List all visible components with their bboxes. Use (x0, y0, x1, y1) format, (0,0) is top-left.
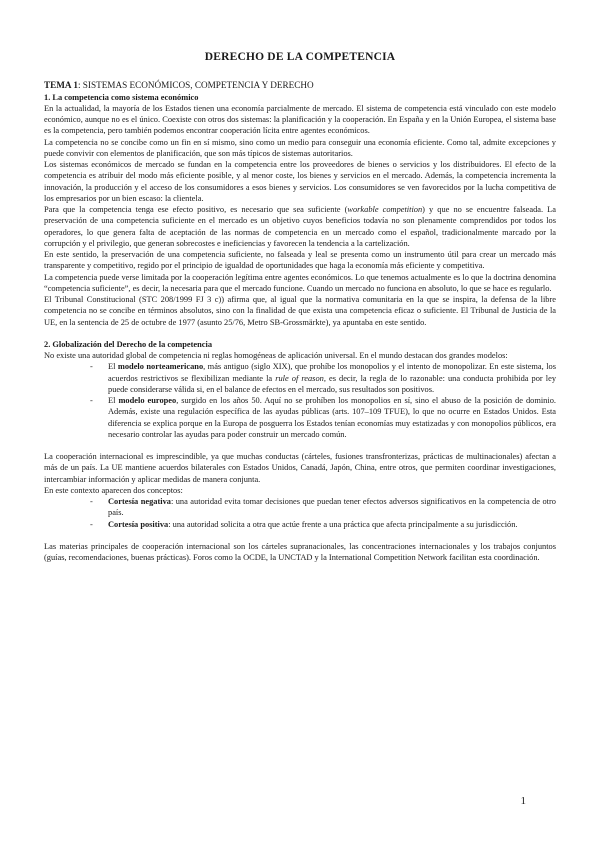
item-bold: modelo norteamericano (117, 362, 204, 372)
item-text: , más antiguo (siglo XIX), que prohíbe los monopolios y el intento de monopolizar. En este sistema, los acuerdos restrictivos se flexibilizan mediante la (108, 362, 556, 383)
paragraph (44, 204, 556, 249)
paragraph: La competencia no se concibe como un fin en sí mismo, sino como un medio para conseguir una economía eficiente. Como tal, admite excepciones y puede convivir con elementos de planificación, que son más típicos de sistemas autoritarios. (44, 137, 556, 158)
list-item (44, 519, 556, 530)
paragraph: Las materias principales de cooperación internacional son los cárteles supranacionales, las concentraciones internacionales y los trabajos conjuntos (guías, recomendaciones, buenas prácticas). Foros como la OCDE, la UNCTAD y la International Competition Network facilitan esta coordinación. (44, 541, 556, 562)
item-bold: Cortesía positiva (108, 519, 169, 529)
concepts-list (44, 496, 556, 530)
list-item (44, 496, 556, 519)
bullet-dash: - (90, 396, 93, 405)
item-emphasis: rule of reason (275, 373, 324, 383)
tema-heading (44, 80, 556, 92)
paragraph-text: Para que la competencia tenga ese efecto positivo, es necesario que sea suficiente ( (44, 205, 348, 214)
item-text: El (108, 362, 118, 372)
item-text: El (108, 396, 119, 405)
item-bold: modelo europeo (118, 396, 177, 405)
paragraph: En la actualidad, la mayoría de los Estados tienen una economía parcialmente de mercado. El sistema de competencia está vinculado con este modelo económico, aunque no es el único. Coexiste con otros dos sistemas: la planificación y la cooperación. En España y en la Unión Europea, el sistema base es la competencia, pero también podemos encontrar cooperación lícita entre agentes económicos. (44, 103, 556, 136)
page-number: 1 (520, 795, 526, 807)
list-item (44, 395, 556, 440)
paragraph: Los sistemas económicos de mercado se fundan en la competencia entre los proveedores de bienes o servicios y los distribuidores. El efecto de la competencia es atribuir del modo más eficiente posible, y al menor coste, los bienes y servicios en el mercado. Además, la competencia incrementa la innovación, la producción y el acceso de los consumidores a esos bienes y servicios. Los consumidores se ven favorecidos por la lucha competitiva de los empresarios por un bien escaso: la clientela. (44, 160, 556, 203)
document-body (44, 80, 556, 563)
paragraph: La cooperación internacional es imprescindible, ya que muchas conductas (cárteles, fusiones transfronterizas, prácticas de multinacionales) afectan a más de un país. La UE mantiene acuerdos bilaterales con Estados Unidos, Canadá, Japón, China, entre otros, que permiten coordinar investigaciones, intercambiar información y aplicar medidas de manera conjunta. (44, 452, 556, 484)
item-text: , surgido en los años 50. Aquí no se prohíben los monopolios en sí, sino el abuso de la posición de dominio. Además, existe una regulación específica de las ayudas públicas (arts. 107–109 TFUE), lo que no ocurre en Estados Unidos. Esta diferencia se explica porque en la Europa de posguerra los Estados tenían economías muy estatizadas y con monopolios públicos, era necesario controlar las ayudas para poder construir un mercado común. (108, 396, 556, 439)
item-bold: Cortesía negativa (108, 497, 171, 506)
paragraph-emphasis: workable competition (347, 205, 423, 214)
item-text: , es decir, la regla de lo razonable: una conducta prohibida por ley puede considerarse válida si, en el balance de efectos en el mercado, sus resultados son positivos. (108, 373, 557, 394)
paragraph: No existe una autoridad global de competencia ni reglas homogéneas de aplicación universal. En el mundo destacan dos grandes modelos: (44, 351, 508, 360)
list-item (44, 361, 556, 395)
paragraph: El Tribunal Constitucional (STC 208/1999 FJ 3 c)) afirma que, al igual que la normativa comunitaria en la que se inspira, la defensa de la libre competencia no se concibe en términos absolutos, sino con la finalidad de que exista una competencia eficaz o suficiente. El Tribunal de Justicia de la UE, en la sentencia de 25 de octubre de 1977 (asunto 25/76, Metro SB-Grossmärkte), ya apuntaba en este sentido. (44, 295, 556, 327)
models-list (44, 361, 556, 440)
section-2-heading: 2. Globalización del Derecho de la competencia (44, 339, 213, 349)
bullet-dash: - (90, 519, 93, 529)
tema-text: : SISTEMAS ECONÓMICOS, COMPETENCIA Y DERECHO (77, 80, 314, 90)
item-text: : una autoridad evita tomar decisiones que puedan tener efectos adversos significativos en la competencia de otro país. (108, 497, 556, 518)
paragraph: En este contexto aparecen dos conceptos: (44, 485, 183, 495)
item-text: : una autoridad solicita a otra que actúe frente a una práctica que afecta principalmente a su jurisdicción. (168, 519, 518, 529)
tema-label: TEMA 1 (44, 80, 78, 90)
paragraph: La competencia puede verse limitada por la cooperación legítima entre agentes económicos. Lo que tenemos actualmente es lo que la doctrina denomina “competencia suficiente”, es decir, la necesaria para que el mercado funcione. Cuando un mercado no funciona en absoluto, lo que se hace es regularlo. (44, 272, 556, 293)
paragraph-text: ) y que no se encuentre falseada. La preservación de una competencia suficiente en el mercado es un objetivo cuyos beneficios todavía no son plenamente comprendidos por todos los operadores, lo que genera falta de aceptación de las normas de competencia en un mercado como el español, tradicionalmente marcado por la corrupción y el privilegio, que generan sobrecostes e ineficiencias y favorecen la tendencia a la cartelización. (44, 205, 556, 248)
bullet-dash: - (90, 497, 93, 506)
section-1-heading: 1. La competencia como sistema económico (44, 92, 199, 102)
bullet-dash: - (90, 362, 93, 372)
document-title: DERECHO DE LA COMPETENCIA (204, 51, 396, 63)
paragraph: En este sentido, la preservación de una competencia suficiente, no falseada y leal se presenta como un instrumento útil para crear un mercado más transparente y competitivo, regido por el principio de igualdad de oportunidades que haga la economía más eficiente y competitiva. (44, 250, 556, 271)
